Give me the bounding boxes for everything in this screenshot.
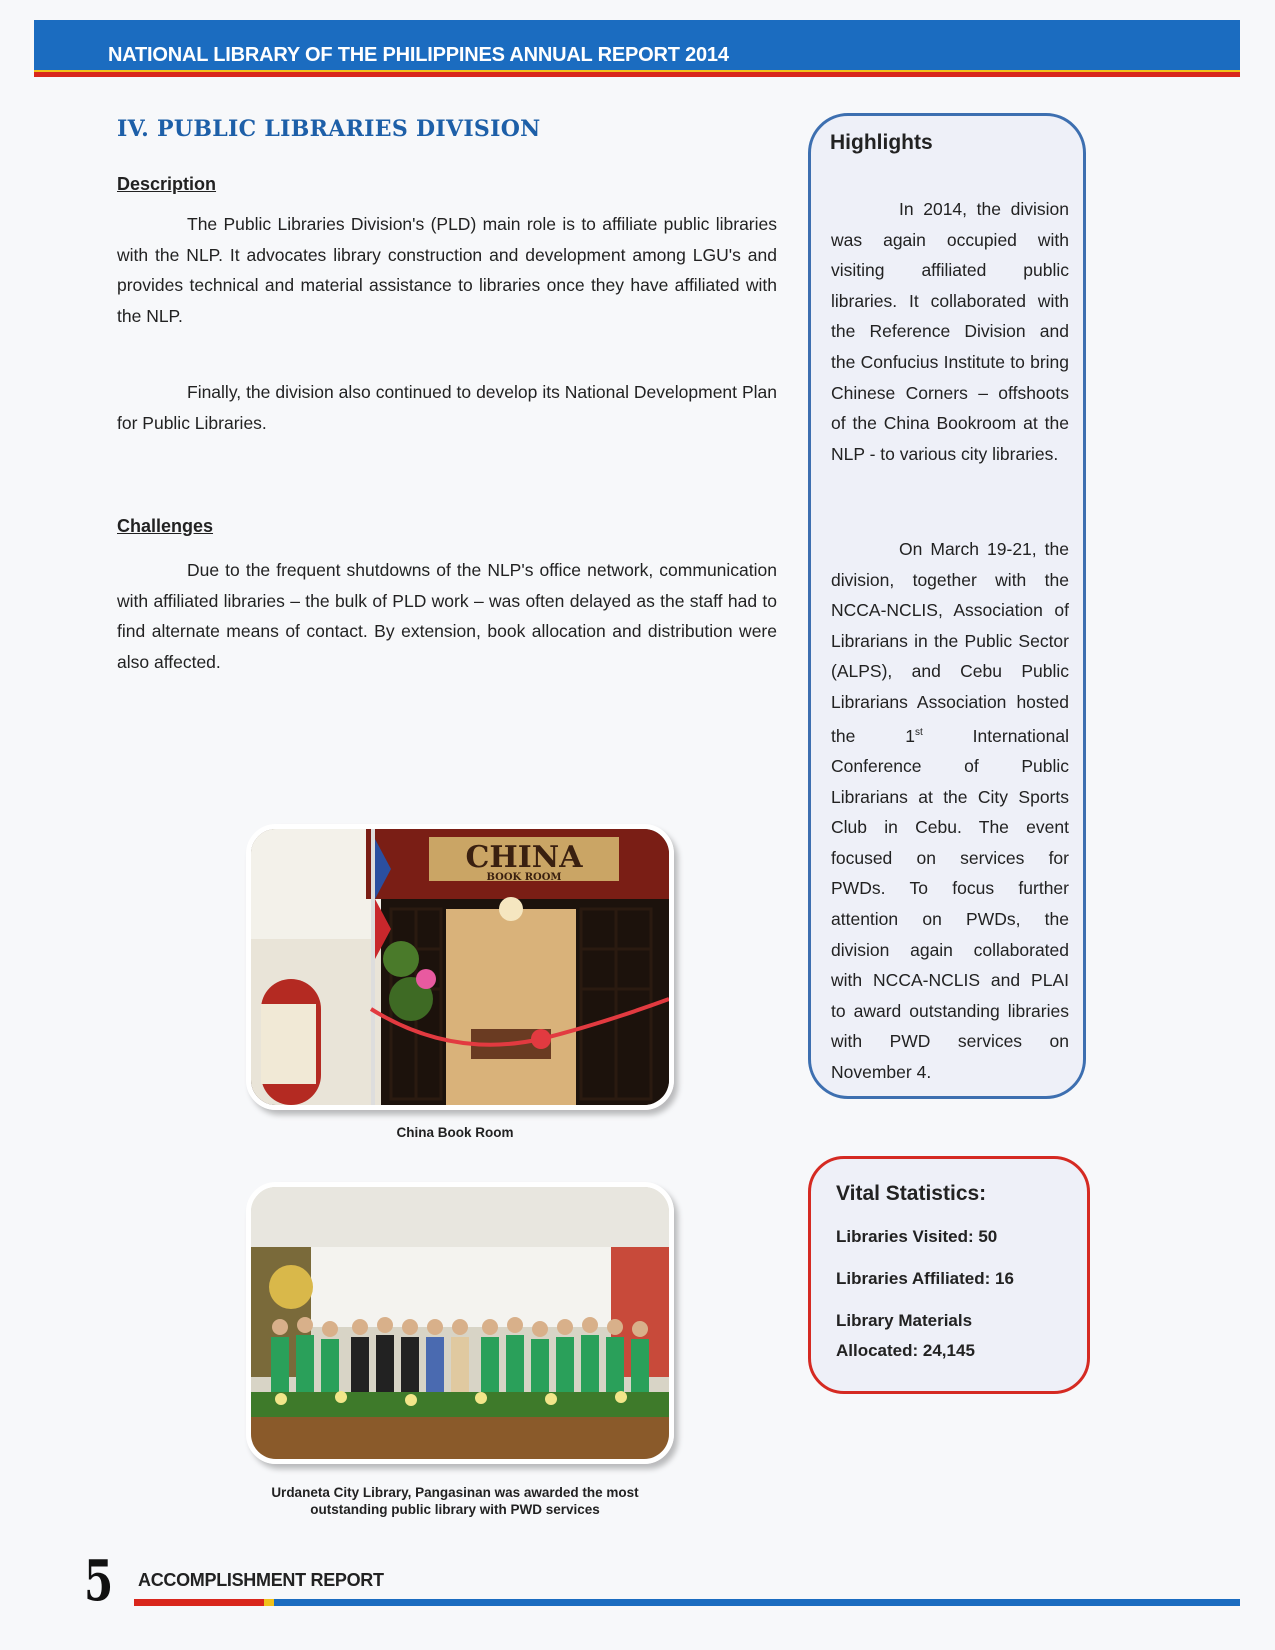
challenges-heading: Challenges [117,516,214,536]
urdaneta-award-image [251,1187,669,1459]
urdaneta-caption: Urdaneta City Library, Pangasinan was awarded the most outstanding public library with PWD services [271,1485,639,1517]
china-book-room-caption: China Book Room [396,1125,514,1140]
china-sign-text: CHINA [465,840,583,875]
highlights-paragraph-2-start: On March 19-21, the division, together with the NCCA-NCLIS, Association of Librarians in the Public Sector (ALPS), and Cebu Public Librarians Association hosted the 1 [831,539,1069,746]
highlights-paragraph-1: In 2014, the division was again occupied with visiting affiliated public libraries. It collaborated with the Reference Division and the Confucius Institute to bring Chinese Corners – offshoots of the China Bookroom at the NLP - to various city libraries. [831,199,1069,464]
footer-stripe-red [134,1599,264,1606]
highlights-paragraph-2 [831,534,1069,1088]
china-book-room-photo [246,824,674,1110]
footer-title: ACCOMPLISHMENT REPORT [138,1570,384,1590]
highlights-title: Highlights [830,131,933,154]
ordinal-suffix: st [914,726,923,738]
challenges-paragraph: Due to the frequent shutdowns of the NLP's office network, communication with affiliated libraries – the bulk of PLD work – was often delayed as the staff had to find alternate means of contact. By extension, book allocation and distribution were also affected. [117,560,777,672]
header-stripe [34,70,1240,77]
libraries-affiliated-stat: Libraries Affiliated: 16 [836,1269,1014,1288]
urdaneta-award-photo [246,1182,674,1464]
book-room-sign-text: BOOK ROOM [486,872,562,883]
library-materials-stat-line1: Library Materials [836,1311,973,1330]
vital-statistics-title: Vital Statistics: [836,1182,987,1205]
library-materials-stat-line2: Allocated: 24,145 [836,1341,975,1360]
section-title: IV. PUBLIC LIBRARIES DIVISION [117,116,541,142]
libraries-visited-stat: Libraries Visited: 50 [836,1227,998,1246]
highlights-paragraph-2-end: International Conference of Public Librarians at the City Sports Club in Cebu. The event focused on services for PWDs. To focus further attention on PWDs, the division again collaborated with NCCA-NCLIS and PLAI to award outstanding libraries with PWD services on November 4. [831,725,1069,1082]
description-paragraph-2: Finally, the division also continued to develop its National Development Plan for Public Libraries. [117,382,777,433]
report-title: NATIONAL LIBRARY OF THE PHILIPPINES ANNUAL REPORT 2014 [108,44,729,66]
description-heading: Description [117,174,217,194]
china-book-room-image [251,829,669,1105]
footer-stripe-yellow [264,1599,274,1606]
page-number: 5 [84,1548,114,1614]
description-paragraph: The Public Libraries Division's (PLD) main role is to affiliate public libraries with the NLP. It advocates library construction and development among LGU's and provides technical and material assistance to libraries once they have affiliated with the NLP. [117,214,777,326]
footer-stripe-blue [274,1599,1240,1606]
